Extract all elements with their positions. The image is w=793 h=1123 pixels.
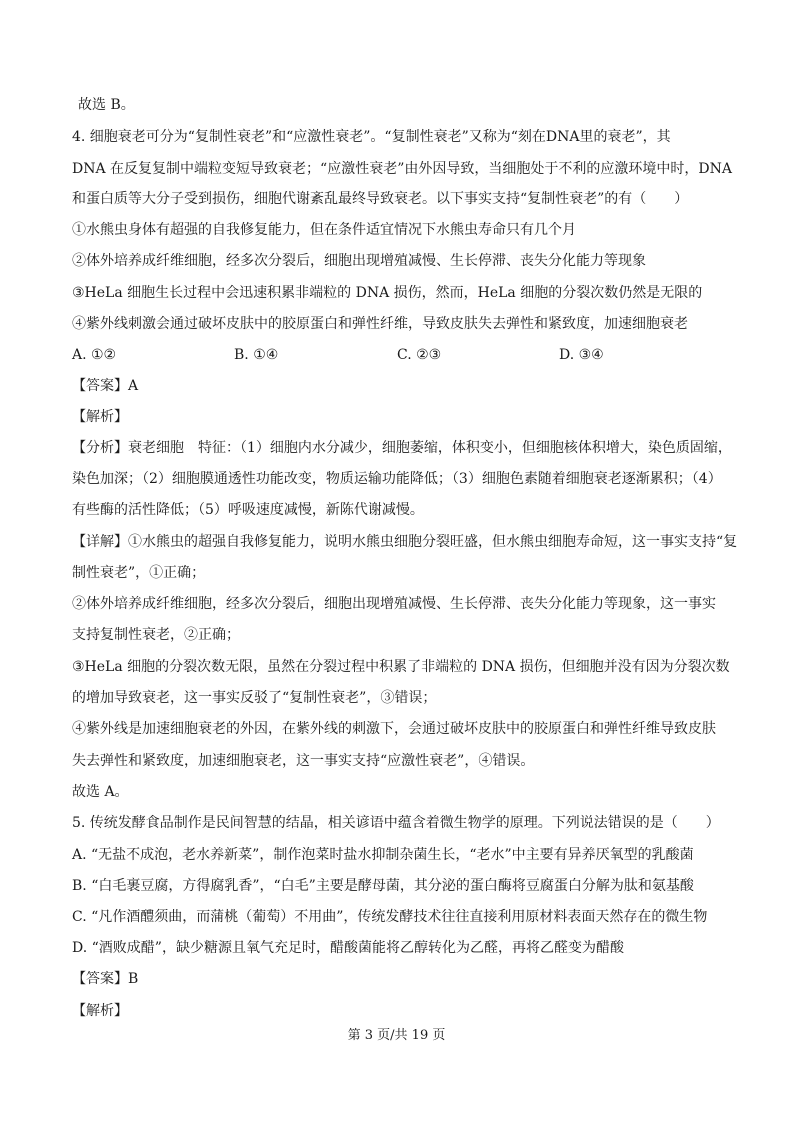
q4-conclusion: 故选 A。 — [72, 784, 129, 800]
q4-option-d: D. ③④ — [559, 347, 604, 363]
q4-analysis-heading: 【解析】 — [72, 409, 128, 425]
q4-detail-line-1: 【详解】①水熊虫的超强自我修复能力，说明水熊虫细胞分裂旺盛，但水熊虫细胞寿命短，这一事实支持“复 — [72, 534, 738, 550]
q4-detail-line-8: 失去弹性和紧致度，加速细胞衰老，这一事实支持“应激性衰老”，④错误。 — [72, 753, 535, 769]
q4-stem-line-2: DNA 在反复复制中端粒变短导致衰老；“应激性衰老”由外因导致，当细胞处于不利的应激环境中时，DNA — [72, 161, 732, 177]
q5-analysis-heading: 【解析】 — [72, 1003, 128, 1019]
q4-detail-line-2: 制性衰老”，①正确； — [72, 565, 206, 581]
q4-statement-4: ④紫外线刺激会通过破坏皮肤中的胶原蛋白和弹性纤维，导致皮肤失去弹性和紧致度，加速细胞衰老 — [72, 316, 688, 332]
q5-option-a: A. “无盐不成泡，老水养新菜”，制作泡菜时盐水抑制杂菌生长，“老水”中主要有异养厌氧型的乳酸菌 — [72, 847, 694, 863]
q4-detail-line-5: ③HeLa 细胞的分裂次数无限，虽然在分裂过程中积累了非端粒的 DNA 损伤，但细胞并没有因为分裂次数 — [72, 659, 730, 675]
prev-answer-line: 故选 B。 — [78, 97, 135, 113]
q4-option-c: C. ②③ — [397, 347, 442, 363]
q4-answer: 【答案】A — [72, 378, 139, 394]
q5-option-c: C. “凡作酒醴须曲，而蒲桃（葡萄）不用曲”，传统发酵技术往往直接利用原材料表面天然存在的微生物 — [72, 909, 708, 925]
q4-option-b: B. ①④ — [234, 347, 279, 363]
q4-analysis-line-3: 有些酶的活性降低；（5）呼吸速度减慢，新陈代谢减慢。 — [72, 502, 424, 518]
q4-statement-1: ①水熊虫身体有超强的自我修复能力，但在条件适宜情况下水熊虫寿命只有几个月 — [72, 222, 576, 238]
q4-analysis-line-1: 【分析】衰老细胞 特征：（1）细胞内水分减少，细胞萎缩，体积变小，但细胞核体积增大，染色质固缩， — [72, 440, 732, 456]
q4-option-a: A. ①② — [72, 347, 117, 363]
q5-option-d: D. “酒败成醋”，缺少糖源且氧气充足时，醋酸菌能将乙醇转化为乙醛，再将乙醛变为醋酸 — [72, 940, 624, 956]
q5-option-b: B. “白毛裹豆腐，方得腐乳香”，“白毛”主要是酵母菌，其分泌的蛋白酶将豆腐蛋白分解为肽和氨基酸 — [72, 878, 694, 894]
q5-stem: 5. 传统发酵食品制作是民间智慧的结晶，相关谚语中蕴含着微生物学的原理。下列说法错误的是（ ） — [72, 815, 720, 831]
q4-stem-line-1: 4. 细胞衰老可分为“复制性衰老”和“应激性衰老”。“复制性衰老”又称为“刻在DNA里的衰老”，其 — [72, 129, 671, 145]
page-footer: 第 3 页/共 19 页 — [347, 1028, 446, 1043]
q4-statement-3: ③HeLa 细胞生长过程中会迅速积累非端粒的 DNA 损伤，然而，HeLa 细胞的分裂次数仍然是无限的 — [72, 285, 703, 301]
q5-answer: 【答案】B — [72, 971, 139, 987]
q4-analysis-line-2: 染色加深；（2）细胞膜通透性功能改变，物质运输功能降低；（3）细胞色素随着细胞衰老逐渐累积；（4） — [72, 471, 722, 487]
q4-detail-line-4: 支持复制性衰老，②正确； — [72, 627, 240, 643]
q4-detail-line-6: 的增加导致衰老，这一事实反驳了“复制性衰老”，③错误； — [72, 690, 437, 706]
q4-statement-2: ②体外培养成纤维细胞，经多次分裂后，细胞出现增殖减慢、生长停滞、丧失分化能力等现象 — [72, 253, 646, 269]
q4-detail-line-3: ②体外培养成纤维细胞，经多次分裂后，细胞出现增殖减慢、生长停滞、丧失分化能力等现象，这一事实 — [72, 596, 716, 612]
q4-detail-line-7: ④紫外线是加速细胞衰老的外因，在紫外线的刺激下，会通过破坏皮肤中的胶原蛋白和弹性纤维导致皮肤 — [72, 721, 716, 737]
q4-stem-line-3: 和蛋白质等大分子受到损伤，细胞代谢紊乱最终导致衰老。以下事实支持“复制性衰老”的有（ ） — [72, 191, 689, 207]
